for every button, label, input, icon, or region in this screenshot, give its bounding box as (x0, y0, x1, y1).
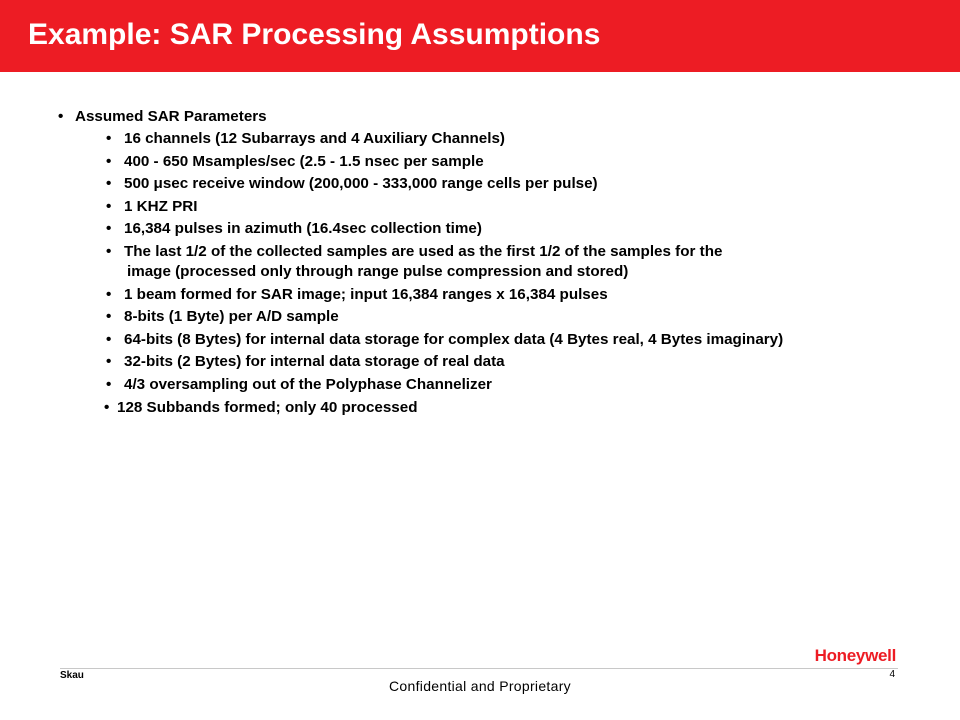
sub-bullet-text: 128 Subbands formed; only 40 processed (117, 398, 418, 416)
page-number: 4 (889, 669, 895, 680)
sub-bullet-text: 1 KHZ PRI (124, 197, 198, 215)
sub-bullet-item (58, 375, 948, 395)
sub-bullet-item (58, 330, 948, 350)
bullet-dot-icon: • (106, 330, 112, 348)
sub-bullet-item (58, 152, 948, 172)
bullet-dot-icon: • (104, 398, 110, 416)
sub-bullet-item (58, 219, 948, 239)
main-bullet-text: Assumed SAR Parameters (75, 108, 267, 125)
sub-bullet-item (58, 352, 948, 372)
bullet-dot-icon: • (58, 108, 64, 125)
bullet-dot-icon: • (106, 175, 112, 193)
sub-bullet-text: 4/3 oversampling out of the Polyphase Channelizer (124, 375, 492, 393)
title-bar (0, 0, 960, 72)
main-bullet (58, 105, 948, 129)
sub-bullet-item (58, 398, 948, 418)
sub-bullet-item (58, 129, 948, 149)
sub-bullet-list (58, 129, 948, 418)
slide-title: Example: SAR Processing Assumptions (28, 18, 601, 51)
sub-bullet-text: 16 channels (12 Subarrays and 4 Auxiliary Channels) (124, 130, 505, 147)
sub-bullet-text: 400 - 650 Msamples/sec (2.5 - 1.5 nsec per sample (124, 152, 484, 170)
bullet-dot-icon: • (106, 308, 112, 326)
sub-bullet-continuation: image (processed only through range pulse compression and stored) (127, 262, 629, 280)
bullet-dot-icon: • (106, 375, 112, 393)
footer-divider (60, 668, 898, 669)
sub-bullet-text: 32-bits (2 Bytes) for internal data storage of real data (124, 353, 505, 371)
sub-bullet-text: 8-bits (1 Byte) per A/D sample (124, 308, 339, 326)
sub-bullet-text: 64-bits (8 Bytes) for internal data storage for complex data (4 Bytes real, 4 Bytes imaginary) (124, 330, 784, 348)
footer-confidentiality: Confidential and Proprietary (389, 678, 571, 694)
sub-bullet-item (58, 285, 948, 305)
slide-content (58, 105, 948, 420)
sub-bullet-text: 16,384 pulses in azimuth (16.4sec collection time) (124, 220, 482, 238)
sub-bullet-item (58, 307, 948, 327)
bullet-dot-icon: • (106, 242, 112, 260)
sub-bullet-item (58, 197, 948, 217)
bullet-dot-icon: • (106, 285, 112, 303)
honeywell-logo: Honeywell (814, 646, 896, 665)
sub-bullet-item (58, 174, 948, 194)
bullet-dot-icon: • (106, 152, 112, 170)
bullet-dot-icon: • (106, 130, 112, 147)
sub-bullet-text: The last 1/2 of the collected samples are used as the first 1/2 of the samples for the (124, 242, 723, 260)
sub-bullet-text: 500 μsec receive window (200,000 - 333,000 range cells per pulse) (124, 175, 598, 193)
sub-bullet-text: 1 beam formed for SAR image; input 16,384 ranges x 16,384 pulses (124, 285, 608, 303)
bullet-dot-icon: • (106, 220, 112, 238)
bullet-dot-icon: • (106, 353, 112, 371)
sub-bullet-item (58, 242, 948, 282)
footer-author: Skau (60, 670, 84, 681)
bullet-dot-icon: • (106, 197, 112, 215)
